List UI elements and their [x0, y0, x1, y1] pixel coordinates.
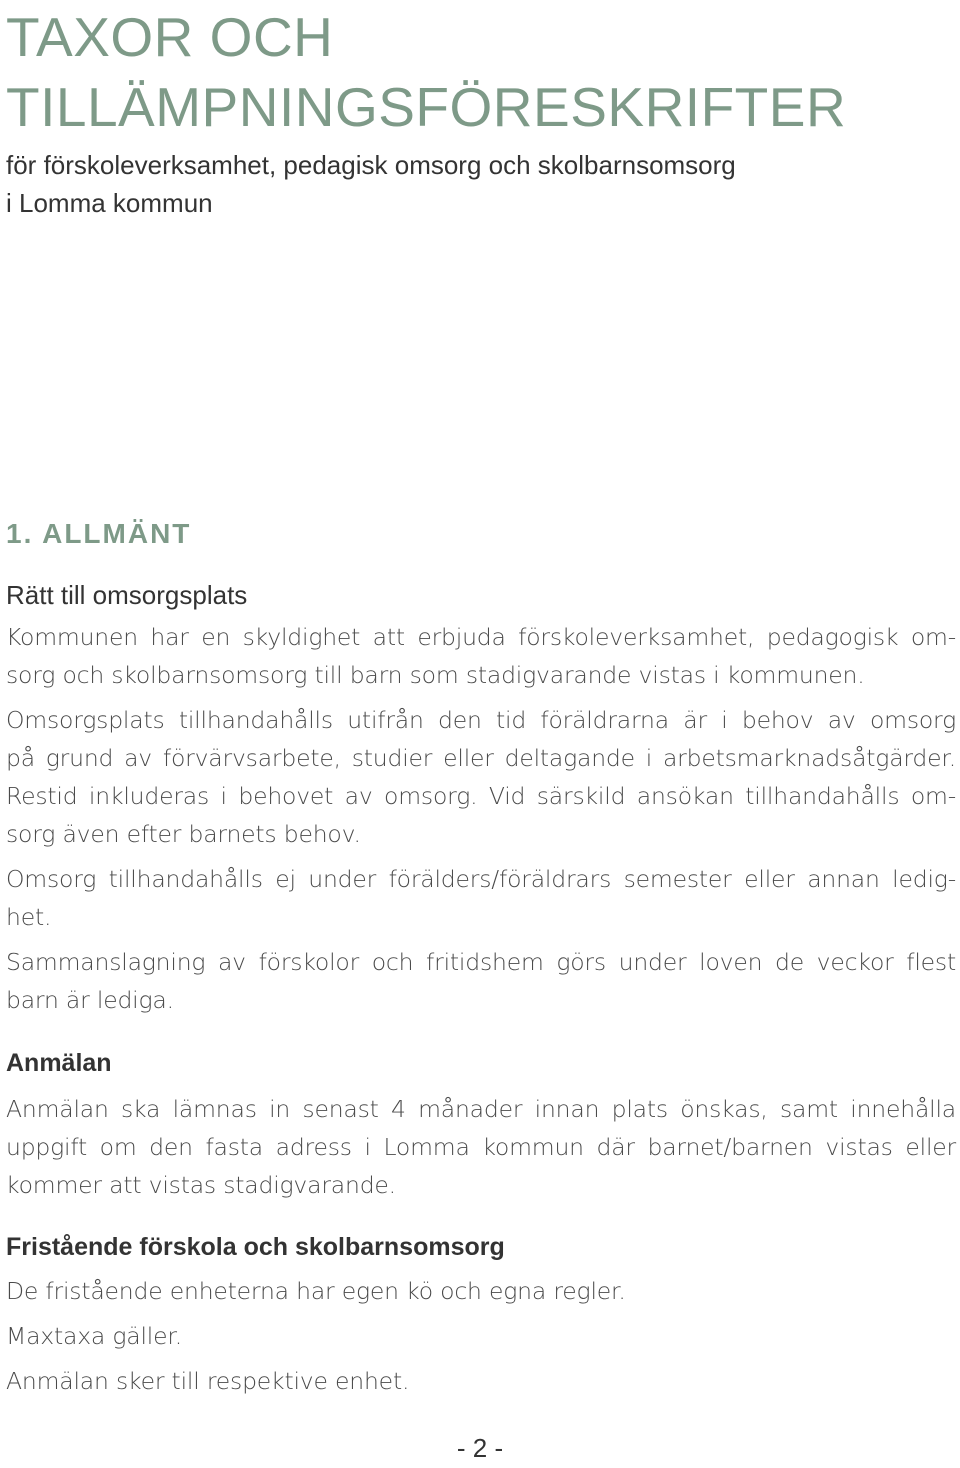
section-ratt-till-omsorgsplats — [6, 576, 956, 1019]
text-line: Anmälan ska lämnas in senast 4 månader innan plats önskas, samt innehålla — [6, 1095, 956, 1123]
paragraph-ratt-4 — [6, 943, 956, 1019]
text-line: Omsorg tillhandahålls ej under förälders/föräldrars semester eller annan ledig- — [6, 865, 956, 893]
text-line: sorg även efter barnets behov. — [6, 820, 361, 848]
text-line: på grund av förvärvsarbete, studier eller deltagande i arbetsmarknadsåtgärder. — [6, 744, 956, 772]
title-line-2: TILLÄMPNINGSFÖRESKRIFTER — [6, 76, 847, 138]
title-line-1: TAXOR OCH — [6, 6, 334, 68]
subheading-ratt-till-omsorgsplats: Rätt till omsorgsplats — [6, 580, 248, 610]
paragraph-fristaende-3: Anmälan sker till respektive enhet. — [6, 1367, 410, 1395]
paragraph-fristaende-2: Maxtaxa gäller. — [6, 1322, 182, 1350]
subtitle-line-1: för förskoleverksamhet, pedagisk omsorg och skolbarnsomsorg — [6, 150, 736, 180]
section-fristaende — [6, 1228, 956, 1400]
text-line: kommer att vistas stadigvarande. — [6, 1171, 396, 1199]
paragraph-anmalan — [6, 1090, 956, 1204]
text-line: uppgift om den fasta adress i Lomma kommun där barnet/barnen vistas eller — [6, 1133, 956, 1161]
paragraph-ratt-1 — [6, 618, 956, 694]
text-line: barn är lediga. — [6, 986, 174, 1014]
text-line: Sammanslagning av förskolor och fritidshem görs under loven de veckor flest — [6, 948, 956, 976]
subheading-fristaende: Fristående förskola och skolbarnsomsorg — [6, 1233, 505, 1261]
section-anmalan — [6, 1044, 956, 1204]
section-heading-allmant: 1. ALLMÄNT — [6, 518, 192, 549]
text-line: het. — [6, 903, 52, 931]
text-line: Kommunen har en skyldighet att erbjuda förskoleverksamhet, pedagogisk om- — [6, 623, 956, 651]
text-line: Restid inkluderas i behovet av omsorg. Vid särskild ansökan tillhandahålls om- — [6, 782, 956, 810]
subheading-anmalan: Anmälan — [6, 1049, 112, 1077]
paragraph-ratt-2 — [6, 701, 956, 853]
paragraph-ratt-3 — [6, 860, 956, 936]
paragraph-fristaende-1: De fristående enheterna har egen kö och egna regler. — [6, 1277, 626, 1305]
text-line: sorg och skolbarnsomsorg till barn som stadigvarande vistas i kommunen. — [6, 661, 865, 689]
page-number: - 2 - — [456, 1433, 504, 1463]
text-line: Omsorgsplats tillhandahålls utifrån den tid föräldrarna är i behov av omsorg — [6, 706, 956, 734]
document-subtitle — [6, 146, 736, 222]
subtitle-line-2: i Lomma kommun — [6, 188, 213, 218]
document-title — [6, 2, 846, 142]
